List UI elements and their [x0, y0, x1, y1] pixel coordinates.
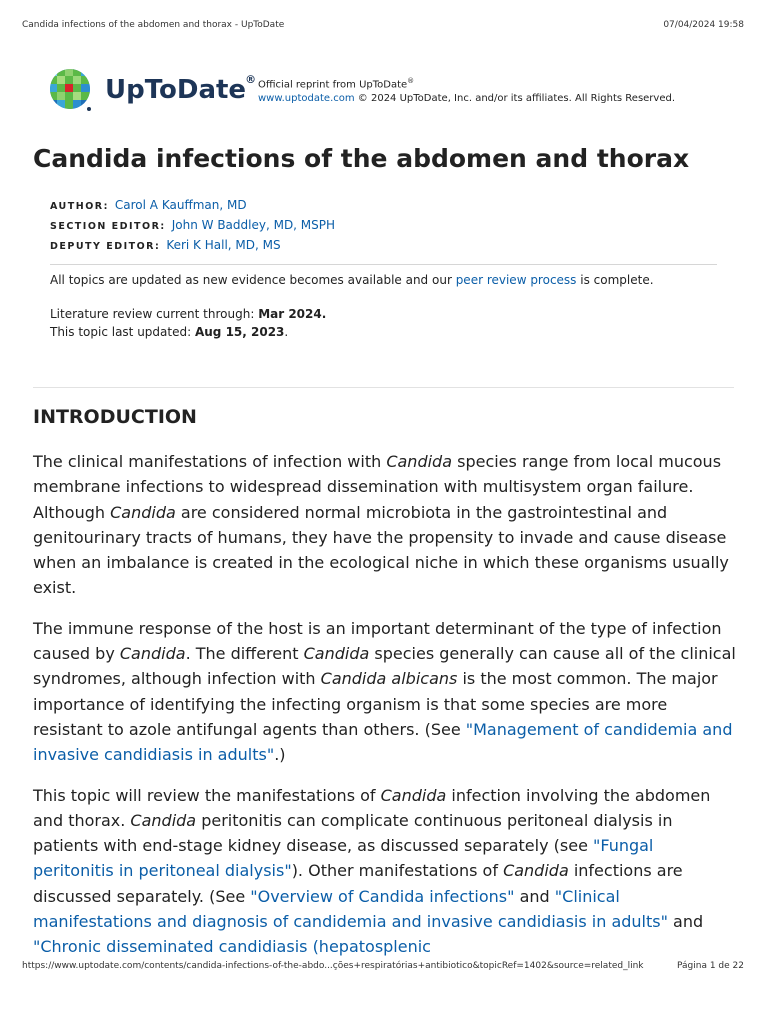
candidemia-diagnosis-link[interactable]: "Clinical manifestations and diagnosis of candidemia and invasive candidiasis in adults" — [33, 886, 668, 932]
paragraph: The immune response of the host is an important determinant of the type of infection caused by Candida. The different Candida species generally can cause all of the clinical syndromes, although infection with Candida albicans is the most common. The major importance of identifying the infecting organism is that some species are more resistant to azole antifungal agents than others. (See "Management of candidemia and invasive candidiasis in adults".) — [33, 618, 736, 765]
author-link[interactable]: Carol A Kauffman, MD — [114, 198, 247, 212]
reprint-line: Official reprint from UpToDate — [258, 79, 408, 91]
literature-review-info: Literature review current through: Mar 2024. This topic last updated: Aug 15, 2023. — [50, 307, 327, 339]
print-header-datetime: 07/04/2024 19:58 — [663, 20, 744, 30]
author-row: AUTHOR: Carol A Kauffman, MD — [50, 198, 247, 212]
deputy-editor-row: DEPUTY EDITOR: Keri K Hall, MD, MS — [50, 238, 281, 252]
print-footer-url: https://www.uptodate.com/contents/candida-infections-of-the-abdo...ções+respiratórias+antibiotico&topicRef=1402&source=related_link — [22, 961, 644, 971]
update-notice: All topics are updated as new evidence becomes available and our peer review process is complete. — [50, 273, 654, 287]
section-heading: INTRODUCTION — [33, 406, 197, 428]
divider — [50, 264, 717, 265]
byline — [50, 196, 335, 256]
paragraph: The clinical manifestations of infection with Candida species range from local mucous membrane infections to widespread dissemination with multisystem organ failure. Although Candida are considered normal microbiota in the gastrointestinal and genitourinary tracts of humans, they have the propensity to invade and cause disease when an imbalance is created in the ecological niche in which these organisms usually exist. — [33, 452, 729, 598]
uptodate-logo[interactable] — [49, 68, 257, 112]
brand-name: UpToDate ® — [105, 73, 257, 105]
uptodate-logo-icon — [49, 68, 93, 112]
section-editor-row: SECTION EDITOR: John W Baddley, MD, MSPH — [50, 218, 336, 232]
literature-review-date: Mar 2024 — [258, 307, 322, 321]
section-divider — [33, 387, 734, 388]
section-editor-link[interactable]: John W Baddley, MD, MSPH — [171, 218, 336, 232]
last-updated-date: Aug 15, 2023 — [194, 325, 285, 339]
chronic-disseminated-link[interactable]: "Chronic disseminated candidiasis (hepatosplenic — [33, 937, 431, 957]
page-title: Candida infections of the abdomen and thorax — [33, 144, 690, 173]
uptodate-website-link[interactable]: www.uptodate.com — [258, 93, 355, 105]
candidemia-management-link[interactable]: "Management of candidemia and invasive candidiasis in adults" — [33, 719, 733, 765]
print-footer — [22, 961, 744, 971]
fungal-peritonitis-link[interactable]: "Fungal peritonitis in peritoneal dialysis" — [33, 836, 654, 881]
article-body — [33, 449, 737, 975]
page-number: Página 1 de 22 — [677, 961, 744, 971]
peer-review-link[interactable]: peer review process — [455, 273, 577, 287]
candida-overview-link[interactable]: "Overview of Candida infections" — [250, 886, 515, 906]
reprint-notice: Official reprint from UpToDate® www.uptodate.com © 2024 UpToDate, Inc. and/or its affiliates. All Rights Reserved. — [258, 77, 676, 105]
print-header-title: Candida infections of the abdomen and thorax - UpToDate — [22, 20, 285, 30]
print-header — [22, 20, 744, 30]
paragraph: This topic will review the manifestations of Candida infection involving the abdomen and thorax. Candida peritonitis can complicate continuous peritoneal dialysis in patients with end-stage kidney disease, as discussed separately (see "Fungal peritonitis in peritoneal dialysis"). Other manifestations of Candida infections are discussed separately. (See "Overview of Candida infections" and "Clinical manifestations and diagnosis of candidemia and invasive candidiasis in adults" and "Chronic disseminated candidiasis (hepatosplenic — [33, 785, 711, 957]
deputy-editor-link[interactable]: Keri K Hall, MD, MS — [166, 238, 281, 252]
copyright-text: © 2024 UpToDate, Inc. and/or its affiliates. All Rights Reserved. — [354, 93, 676, 105]
